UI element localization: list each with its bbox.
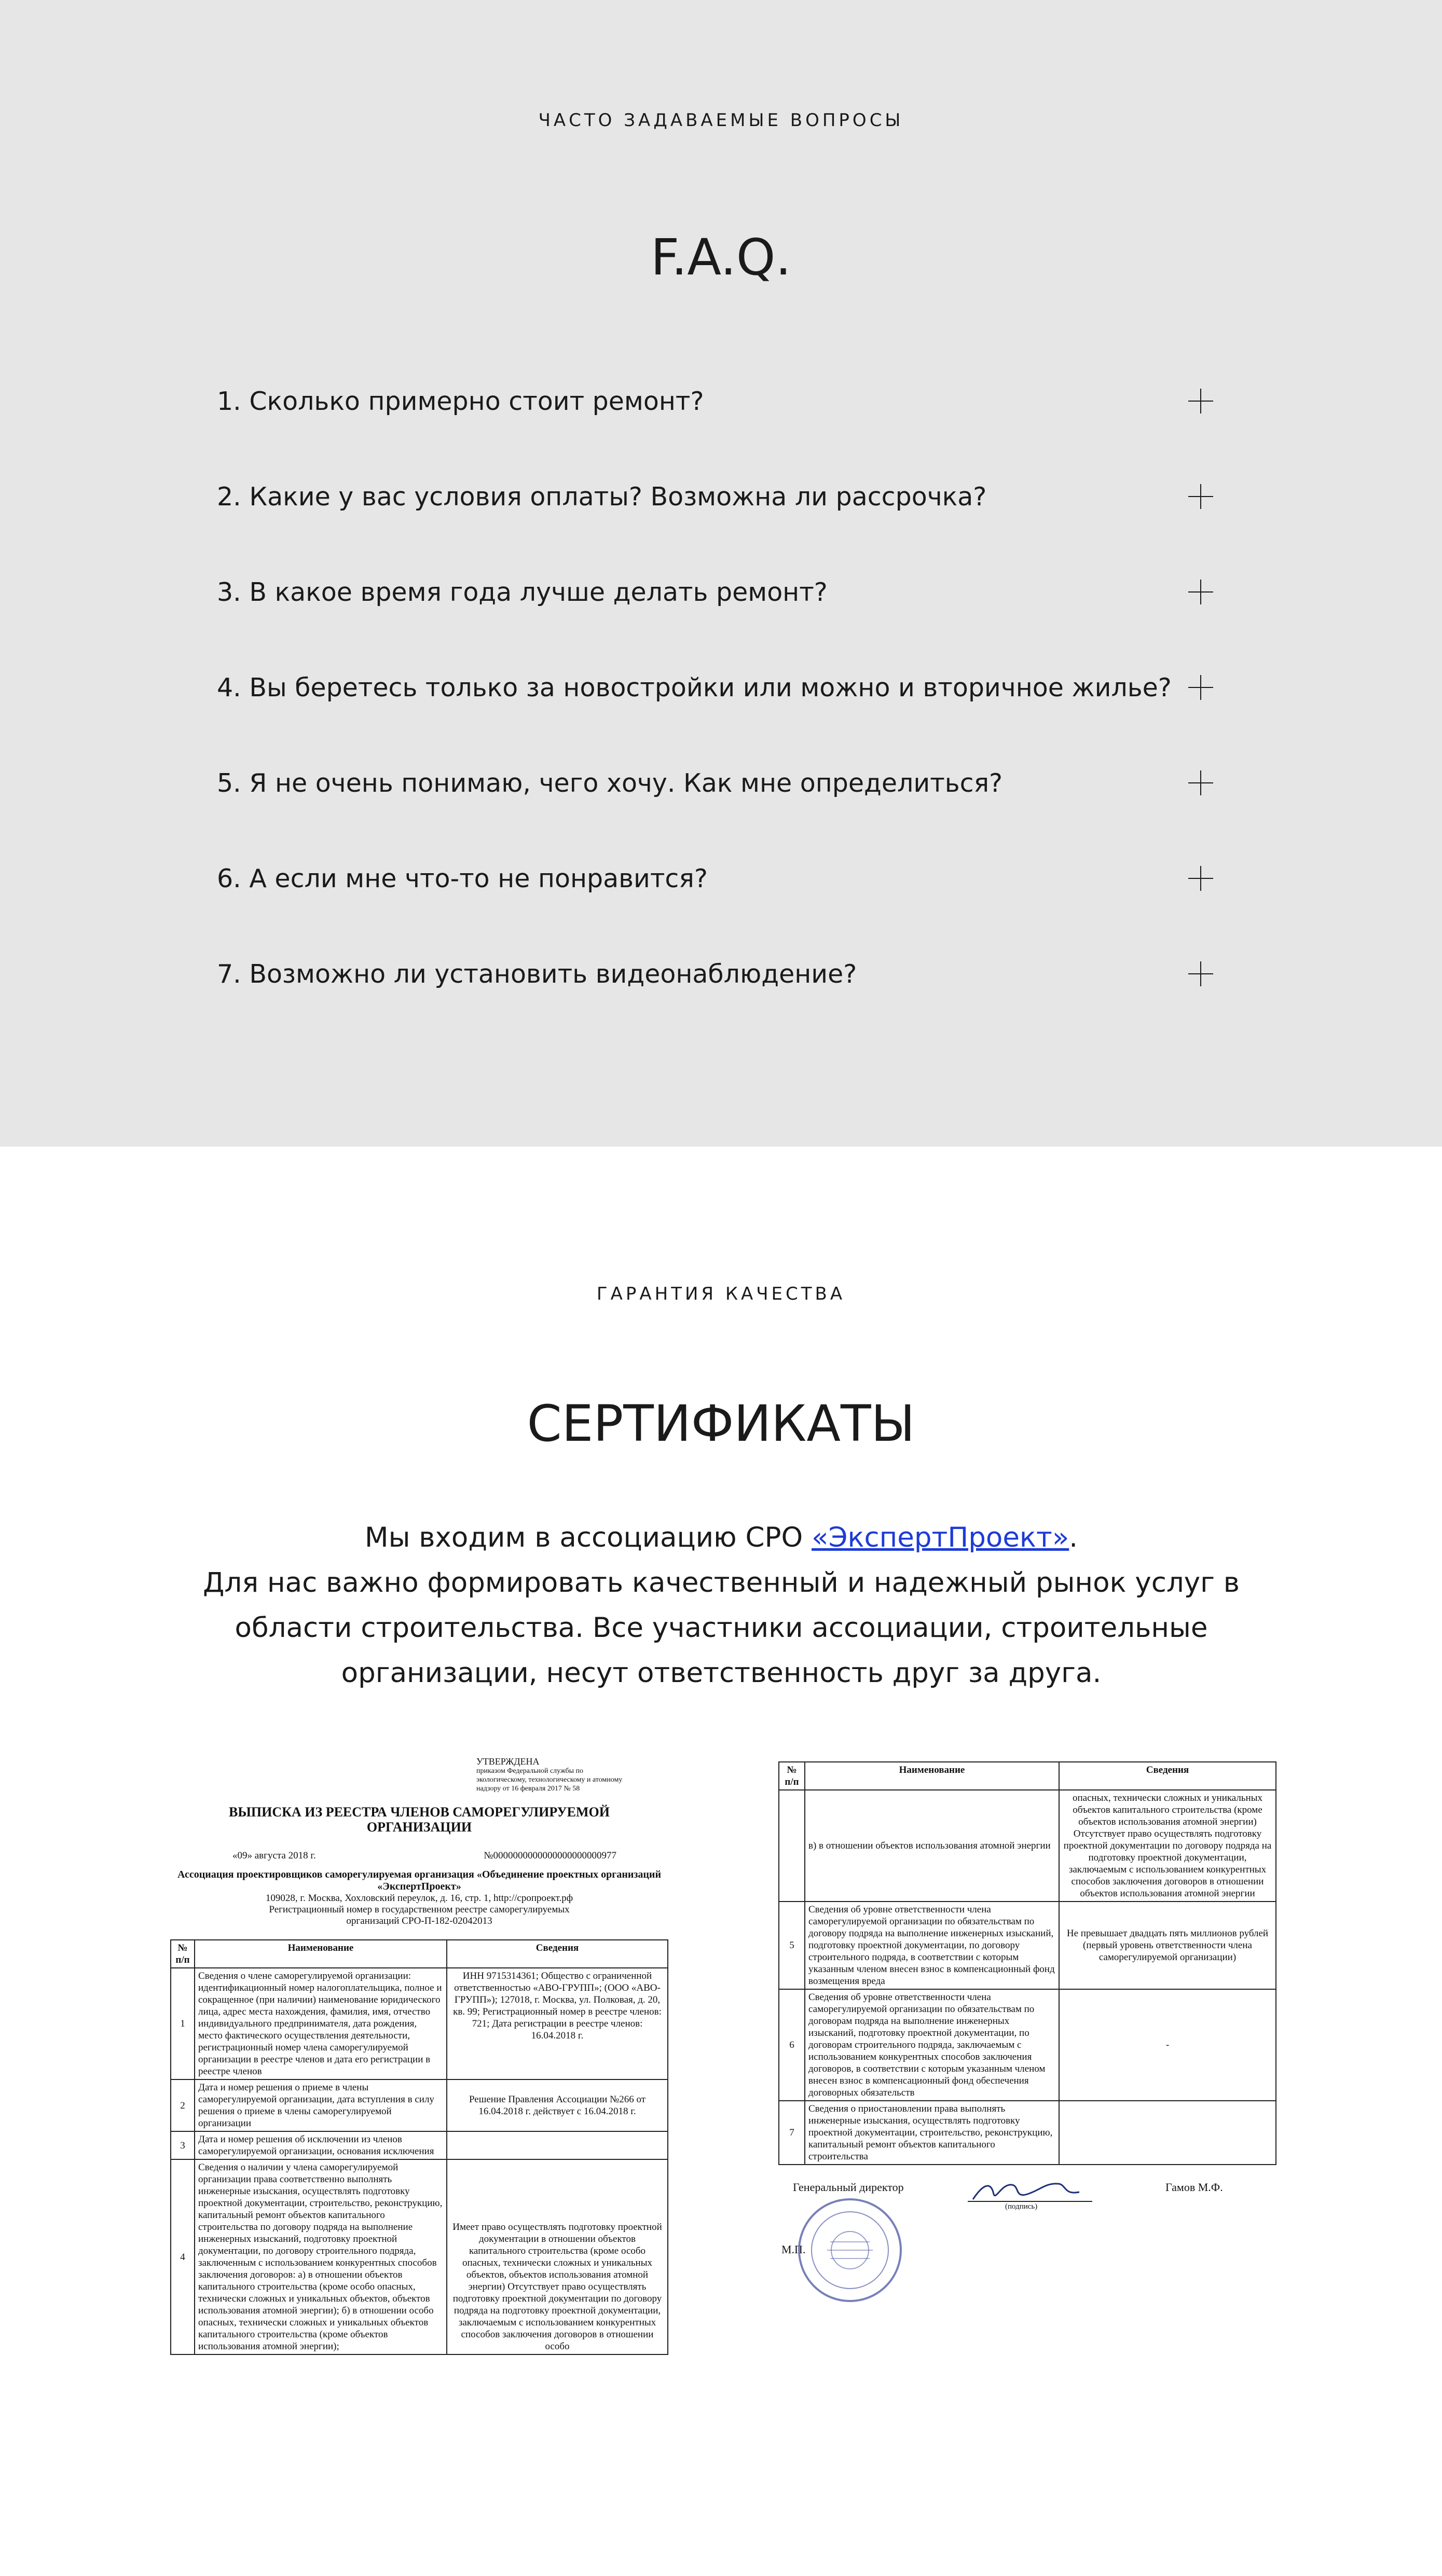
signature <box>963 2179 1097 2199</box>
doc-date: «09» августа 2018 г. <box>232 1850 316 1861</box>
faq-item-6[interactable] <box>217 847 1213 910</box>
intro-text: . <box>1069 1522 1078 1553</box>
row-name: Дата и номер решения о приеме в члены саморегулируемой организации, дата вступления в силу решения о приеме в члены саморегулируемой организации <box>195 2079 447 2131</box>
table-row <box>779 1790 1276 1902</box>
plus-icon[interactable] <box>1188 675 1213 700</box>
row-info <box>447 2131 668 2159</box>
plus-icon[interactable] <box>1188 866 1213 891</box>
director-label: Генеральный директор <box>793 2181 904 2194</box>
faq-question: 4. Вы беретесь только за новостройки или можно и вторичное жилье? <box>217 672 1172 702</box>
faq-item-7[interactable] <box>217 943 1213 1005</box>
signature-caption: (подпись) <box>1005 2202 1038 2211</box>
col-info: Сведения <box>1059 1762 1276 1790</box>
table-row <box>171 2131 668 2159</box>
faq-item-5[interactable] <box>217 752 1213 814</box>
mp-label: М.П. <box>781 2243 806 2256</box>
doc1-table <box>170 1939 668 2355</box>
plus-icon[interactable] <box>1188 961 1213 986</box>
expertproekt-link[interactable]: «ЭкспертПроект» <box>812 1522 1069 1553</box>
doc-number: №0000000000000000000000977 <box>484 1850 616 1861</box>
row-info: - <box>1059 1989 1276 2101</box>
stamp <box>796 2196 904 2304</box>
approved-label: УТВЕРЖДЕНА <box>476 1756 540 1767</box>
faq-item-1[interactable] <box>217 370 1213 432</box>
plus-icon[interactable] <box>1188 389 1213 414</box>
faq-section <box>0 0 1442 1147</box>
plus-icon[interactable] <box>1188 484 1213 509</box>
table-row <box>779 1989 1276 2101</box>
doc-org: Ассоциация проектировщиков саморегулируемая организация «Объединение проектных организаций «ЭкспертПроект» <box>177 1869 661 1892</box>
faq-question: 7. Возможно ли установить видеонаблюдение? <box>217 959 857 989</box>
row-n: 7 <box>779 2101 805 2165</box>
director-name: Гамов М.Ф. <box>1165 2181 1223 2194</box>
col-name: Наименование <box>195 1940 447 1968</box>
row-info: Не превышает двадцать пять миллионов рублей (первый уровень ответственности члена саморегулируемой организации) <box>1059 1902 1276 1989</box>
col-info: Сведения <box>447 1940 668 1968</box>
row-name: в) в отношении объектов использования атомной энергии <box>805 1790 1059 1902</box>
table-row <box>779 2101 1276 2165</box>
row-name: Сведения о приостановлении права выполнять инженерные изыскания, осуществлять подготовку проектной документации, строительство, реконструкцию, капитальный ремонт объектов капитального строительства <box>805 2101 1059 2165</box>
row-info: Имеет право осуществлять подготовку проектной документации в отношении объектов капитального строительства (кроме особо опасных, технически сложных и уникальных объектов, объектов использования атомной энергии) Отсутствует право осуществлять подготовку проектной документации по договору подряда на подготовку проектной документации, заключаемым с использованием конкурентных способов заключения договоров в отношении особо <box>447 2159 668 2354</box>
certs-kicker: ГАРАНТИЯ КАЧЕСТВА <box>596 1284 846 1304</box>
row-info: Решение Правления Ассоциации №266 от 16.04.2018 г. действует с 16.04.2018 г. <box>447 2079 668 2131</box>
certs-title: СЕРТИФИКАТЫ <box>527 1395 915 1453</box>
row-n: 4 <box>171 2159 195 2354</box>
certificate-page-2[interactable] <box>778 1761 1276 2343</box>
row-info <box>1059 2101 1276 2165</box>
approved-note: приказом Федеральной службы по экологическому, технологическому и атомному надзору от 16 февраля 2017 № 58 <box>476 1767 623 1793</box>
row-n: 5 <box>779 1902 805 1989</box>
faq-item-3[interactable] <box>217 561 1213 623</box>
row-info: опасных, технически сложных и уникальных объектов капитального строительства (кроме объектов использования атомной энергии) Отсутствует право осуществлять подготовку проектной документации по договору подряда на подготовку проектной документации, заключаемым с использованием конкурентных способов заключения договоров в отношении объектов использования атомной энергии <box>1059 1790 1276 1902</box>
faq-question: 1. Сколько примерно стоит ремонт? <box>217 386 704 416</box>
row-name: Сведения о наличии у члена саморегулируемой организации права соответственно выполнять инженерные изыскания, осуществлять подготовку проектной документации, строительство, реконструкцию, капитальный ремонт объектов капитального строительства по договору подряда на выполнение инженерных изысканий, подготовку проектной документации, по договору строительного подряда, заключенным с использованием конкурентных способов заключения договоров: а) в отношении объектов капитального строительства (кроме особо опасных, технически сложных и уникальных объектов, объектов использования атомной энергии); б) в отношении особо опасных, технически сложных и уникальных объектов капитального строительства (кроме объектов использования атомной энергии); <box>195 2159 447 2354</box>
row-name: Сведения об уровне ответственности члена саморегулируемой организации по обязательствам по договору подряда на выполнение инженерных изысканий, подготовку проектной документации, по договору строительного подряда, в соответствии с которым указанным членом внесен взнос в компенсационный фонд возмещения вреда <box>805 1902 1059 1989</box>
doc-address: 109028, г. Москва, Хохловский переулок, д. 16, стр. 1, http://сропроект.рф <box>265 1893 573 1904</box>
faq-question: 2. Какие у вас условия оплаты? Возможна ли рассрочка? <box>217 481 987 512</box>
col-name: Наименование <box>805 1762 1059 1790</box>
row-name: Сведения о члене саморегулируемой организации: идентификационный номер налогоплательщика, полное и сокращенное (при наличии) наименование юридического лица, адрес места нахождения, фамилия, имя, отчество индивидуального предпринимателя, дата рождения, место фактического осуществления деятельности, регистрационный номер члена саморегулируемой организации в реестре членов и дата его регистрации в реестре членов <box>195 1968 447 2079</box>
doc2-table <box>778 1761 1276 2165</box>
faq-question: 6. А если мне что-то не понравится? <box>217 863 708 893</box>
row-info: ИНН 9715314361; Общество с ограниченной ответственностью «АВО-ГРУПП»; (ООО «АВО-ГРУПП»); 127018, г. Москва, ул. Полковая, д. 20, кв. 99; Регистрационный номер в реестре членов: 721; Дата регистрации в реестре членов: 16.04.2018 г. <box>447 1968 668 2079</box>
intro-line <box>176 1515 1266 1560</box>
row-n: 2 <box>171 2079 195 2131</box>
stamp-icon <box>796 2196 904 2304</box>
faq-question: 3. В какое время года лучше делать ремонт? <box>217 577 828 607</box>
doc-reg: Регистрационный номер в государственном реестре саморегулируемых организаций СРО-П-182-02042013 <box>269 1904 570 1926</box>
row-name: Дата и номер решения об исключении из членов саморегулируемой организации, основания исключения <box>195 2131 447 2159</box>
col-n: № п/п <box>779 1762 805 1790</box>
plus-icon[interactable] <box>1188 770 1213 795</box>
row-n <box>779 1790 805 1902</box>
signature-block <box>778 2165 1276 2321</box>
faq-item-4[interactable] <box>217 656 1213 719</box>
row-n: 3 <box>171 2131 195 2159</box>
table-row <box>171 2159 668 2354</box>
faq-kicker: ЧАСТО ЗАДАВАЕМЫЕ ВОПРОСЫ <box>538 110 904 131</box>
certificate-page-1[interactable] <box>170 1756 668 2524</box>
row-name: Сведения об уровне ответственности члена саморегулируемой организации по обязательствам по договорам подряда на выполнение инженерных изысканий, подготовку проектной документации, по договорам строительного подряда, заключаемым с использованием конкурентных способов заключения договоров, в соответствии с которым указанным членом внесен взнос в компенсационный фонд обеспечения договорных обязательств <box>805 1989 1059 2101</box>
col-n: № п/п <box>171 1940 195 1968</box>
faq-item-2[interactable] <box>217 465 1213 528</box>
faq-title: F.A.Q. <box>651 228 791 286</box>
table-row <box>171 2079 668 2131</box>
plus-icon[interactable] <box>1188 580 1213 604</box>
row-n: 1 <box>171 1968 195 2079</box>
certs-intro <box>176 1515 1266 1696</box>
table-row <box>171 1968 668 2079</box>
doc-heading: ВЫПИСКА ИЗ РЕЕСТРА ЧЛЕНОВ САМОРЕГУЛИРУЕМОЙ ОРГАНИЗАЦИИ <box>229 1804 610 1835</box>
row-n: 6 <box>779 1989 805 2101</box>
intro-rest: Для нас важно формировать качественный и надежный рынок услуг в области строительства. Все участники ассоциации, строительные организации, несут ответственность друг за друга. <box>202 1567 1240 1689</box>
intro-text: Мы входим в ассоциацию СРО <box>364 1522 812 1553</box>
faq-question: 5. Я не очень понимаю, чего хочу. Как мне определиться? <box>217 768 1003 798</box>
table-row <box>779 1902 1276 1989</box>
signature-icon <box>963 2179 1097 2202</box>
